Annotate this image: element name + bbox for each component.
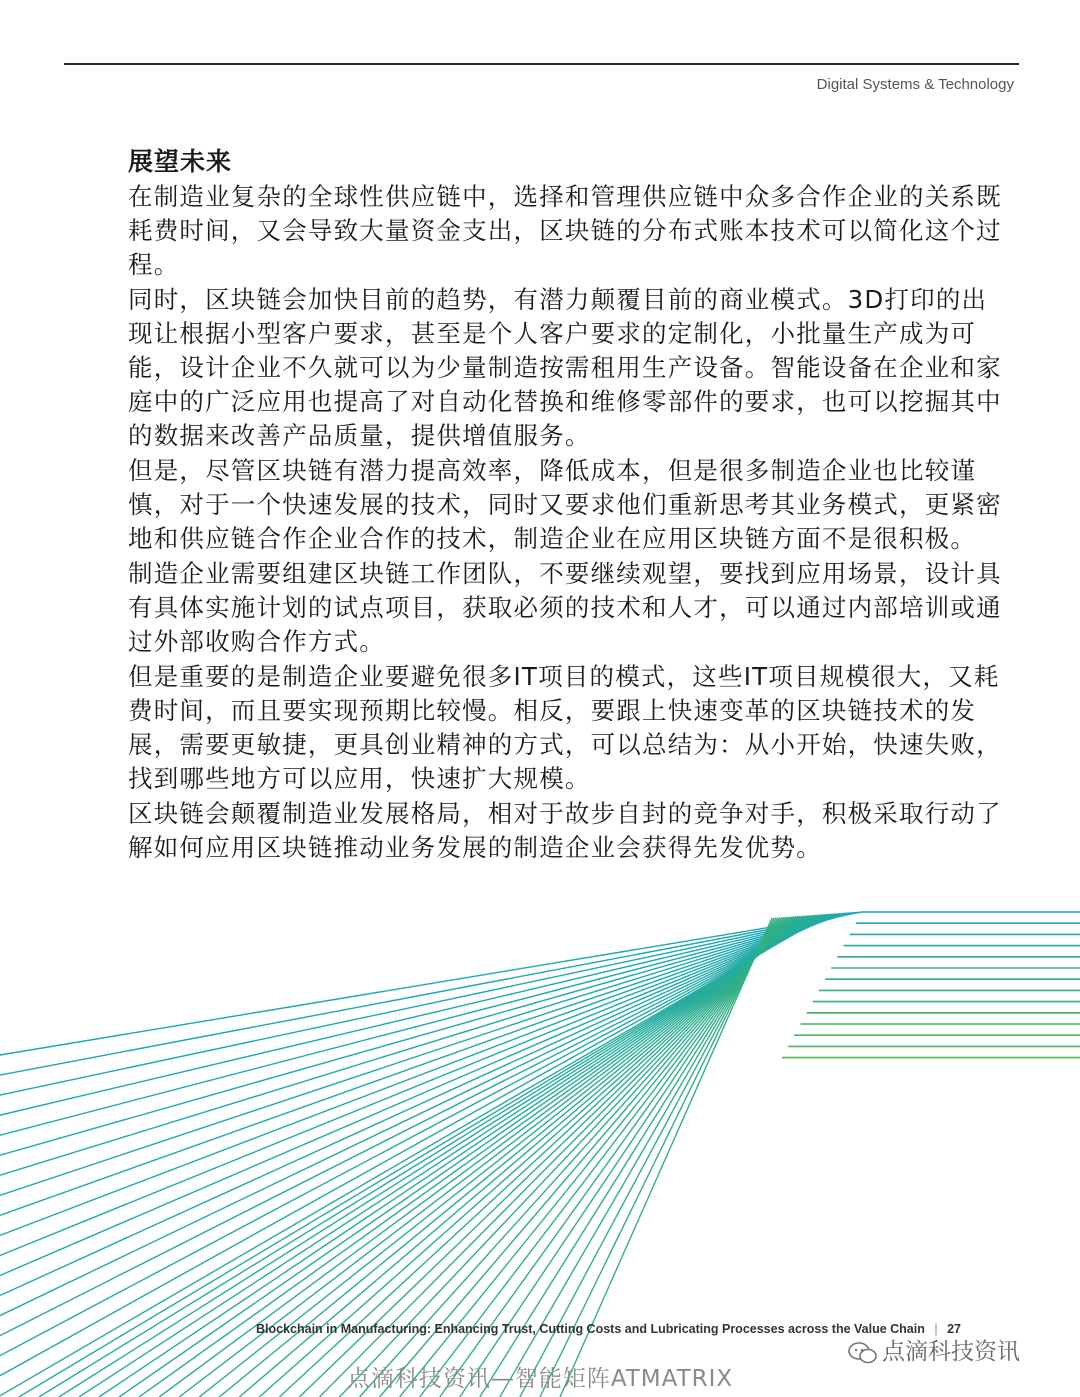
fan-converging-line <box>0 913 846 1215</box>
fan-converging-line <box>0 913 850 1175</box>
article-paragraph-4: 制造企业需要组建区块链工作团队，不要继续观望，要找到应用场景，设计具有具体实施计划的试点项目，获取必须的技术和人才，可以通过内部培训或通过外部收购合作方式。 <box>128 559 1002 656</box>
fan-converging-line <box>0 914 830 1376</box>
fan-converging-line <box>0 914 838 1296</box>
watermark-account-name: 点滴科技资讯 <box>882 1339 1020 1365</box>
fan-converging-line <box>0 914 834 1336</box>
footer-separator: | <box>934 1322 938 1336</box>
article-heading: 展望未来 <box>128 147 233 176</box>
fan-converging-line <box>0 913 840 1275</box>
article-paragraph-1: 在制造业复杂的全球性供应链中，选择和管理供应链中众多合作企业的关系既耗费时间，又会导致大量资金支出，区块链的分布式账本技术可以简化这个过程。 <box>128 182 1002 279</box>
fan-converging-line <box>0 913 848 1195</box>
watermark-bottom-caption: 点滴科技资讯—智能矩阵ATMATRIX <box>346 1366 734 1392</box>
article-paragraph-5: 但是重要的是制造企业要避免很多IT项目的模式，这些IT项目规模很大，又耗费时间，而且要实现预期比较慢。相反，要跟上快速变革的区块链技术的发展，需要更敏捷，更具创业精神的方式，可以总结为：从小开始，快速失败，找到哪些地方可以应用，快速扩大规模。 <box>128 662 1002 793</box>
footer-report-title: Blockchain in Manufacturing: Enhancing Trust, Cutting Costs and Lubricating Processes across the Value Chain <box>256 1322 925 1336</box>
article-paragraph-3: 但是，尽管区块链有潜力提高效率，降低成本，但是很多制造企业也比较谨慎，对于一个快速发展的技术，同时又要求他们重新思考其业务模式，更紧密地和供应链合作企业合作的技术，制造企业在应用区块链方面不是很积极。 <box>128 456 1002 553</box>
article-paragraph-2: 同时，区块链会加快目前的趋势，有潜力颠覆目前的商业模式。3D打印的出现让根据小型客户要求，甚至是个人客户要求的定制化，小批量生产成为可能，设计企业不久就可以为少量制造按需租用生产设备。智能设备在企业和家庭中的广泛应用也提高了对自动化替换和维修零部件的要求，也可以挖掘其中的数据来改善产品质量，提供增值服务。 <box>128 285 1002 450</box>
fan-converging-line <box>0 914 832 1356</box>
section-title: Digital Systems & Technology <box>816 76 1014 93</box>
fan-converging-line <box>0 914 836 1316</box>
page-number: 27 <box>947 1322 961 1336</box>
article-paragraph-6: 区块链会颠覆制造业发展格局，相对于故步自封的竞争对手，积极采取行动了解如何应用区块链推动业务发展的制造企业会获得先发优势。 <box>128 799 1002 862</box>
